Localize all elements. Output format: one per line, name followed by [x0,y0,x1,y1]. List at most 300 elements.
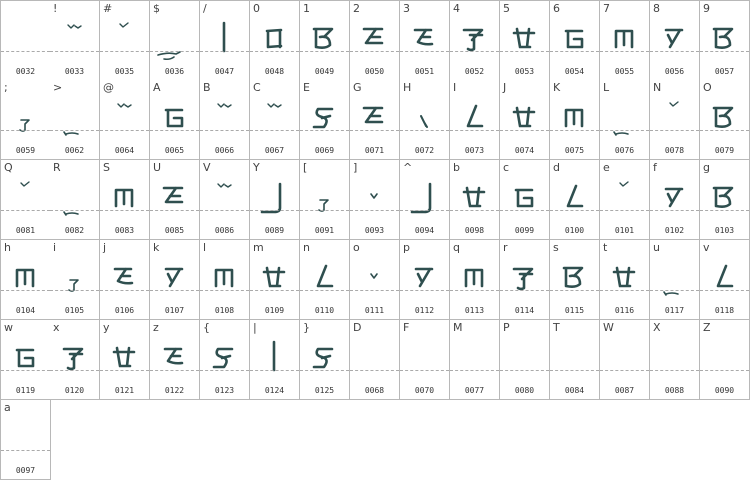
glyph-cell[interactable] [100,0,150,81]
glyph-cell[interactable] [200,320,250,400]
font-glyph-icon [150,254,199,304]
baseline-guide [350,51,399,52]
cell-code-label: 0093 [364,226,385,235]
cell-code-label: 0115 [564,306,585,315]
glyph-cell[interactable] [0,400,51,480]
baseline-guide [250,130,299,131]
cell-character-label: n [303,241,310,254]
baseline-guide [650,290,699,291]
cell-character-label: s [553,241,559,254]
cell-character-label: L [603,81,610,94]
glyph-cell[interactable] [450,240,500,320]
cell-character-label: ] [353,161,358,174]
baseline-guide [350,210,399,211]
baseline-guide [150,51,199,52]
cell-code-label: 0097 [15,466,36,475]
cell-character-label: a [4,401,11,414]
cell-code-label: 0068 [364,386,385,395]
baseline-guide [1,210,50,211]
font-glyph-icon [650,15,699,65]
baseline-guide [200,51,249,52]
cell-code-label: 0055 [614,67,635,76]
cell-code-label: 0074 [514,146,535,155]
baseline-guide [150,210,199,211]
cell-character-label: z [153,321,159,334]
cell-code-label: 0036 [164,67,185,76]
baseline-guide [100,130,149,131]
cell-code-label: 0103 [714,226,735,235]
cell-character-label: p [403,241,410,254]
cell-character-label: [ [303,161,308,174]
glyph-cell[interactable] [300,80,350,160]
cell-character-label: X [653,321,661,334]
baseline-guide [700,51,749,52]
cell-code-label: 0064 [114,146,135,155]
cell-code-label: 0107 [164,306,185,315]
cell-character-label: q [453,241,460,254]
glyph-cell[interactable] [50,80,100,160]
font-glyph-icon [700,15,749,65]
cell-character-label: S [103,161,110,174]
cell-code-label: 0051 [414,67,435,76]
cell-character-label: 0 [253,2,260,15]
glyph-cell[interactable] [50,240,100,320]
glyph-cell[interactable] [500,320,550,400]
glyph-cell[interactable] [650,80,700,160]
glyph-cell[interactable] [700,240,750,320]
cell-code-label: 0087 [614,386,635,395]
cell-character-label: g [703,161,710,174]
glyph-cell[interactable] [550,320,600,400]
glyph-cell[interactable] [250,80,300,160]
glyph-cell[interactable] [200,240,250,320]
baseline-guide [200,370,249,371]
glyph-cell[interactable] [700,0,750,81]
baseline-guide [1,51,50,52]
baseline-guide [350,130,399,131]
baseline-guide [650,210,699,211]
glyph-cell[interactable] [250,0,300,81]
cell-character-label: $ [153,2,160,15]
glyph-cell[interactable] [500,0,550,81]
cell-code-label: 0059 [15,146,36,155]
font-glyph-icon [700,174,749,224]
cell-code-label: 0078 [664,146,685,155]
font-glyph-icon [500,94,549,144]
glyph-cell[interactable] [700,80,750,160]
glyph-cell[interactable] [650,320,700,400]
font-glyph-icon [400,254,449,304]
baseline-guide [250,210,299,211]
glyph-cell[interactable] [200,160,250,240]
baseline-guide [550,130,599,131]
cell-code-label: 0033 [64,67,85,76]
font-glyph-icon [600,254,649,304]
baseline-guide [700,130,749,131]
glyph-cell[interactable] [0,80,51,160]
cell-code-label: 0075 [564,146,585,155]
glyph-cell[interactable] [150,80,200,160]
baseline-guide [150,130,199,131]
glyph-cell[interactable] [550,80,600,160]
glyph-cell[interactable] [550,0,600,81]
baseline-guide [550,51,599,52]
font-glyph-icon [350,94,399,144]
cell-character-label: F [403,321,410,334]
font-glyph-icon [650,254,699,304]
cell-character-label: # [103,2,113,15]
font-glyph-icon [1,414,50,464]
baseline-guide [600,370,649,371]
baseline-guide [550,290,599,291]
cell-code-label: 0123 [214,386,235,395]
cell-code-label: 0062 [64,146,85,155]
glyph-cell[interactable] [500,160,550,240]
baseline-guide [400,370,449,371]
font-glyph-icon [700,254,749,304]
glyph-cell[interactable] [500,240,550,320]
baseline-guide [350,290,399,291]
cell-character-label: Y [253,161,260,174]
baseline-guide [300,290,349,291]
baseline-guide [150,290,199,291]
cell-character-label: i [53,241,57,254]
glyph-cell[interactable] [600,0,650,81]
glyph-cell[interactable] [450,160,500,240]
cell-code-label: 0053 [514,67,535,76]
cell-character-label: ! [53,2,58,15]
glyph-cell[interactable] [250,240,300,320]
baseline-guide [100,51,149,52]
cell-character-label: ^ [403,161,413,174]
cell-character-label: 9 [703,2,710,15]
cell-code-label: 0072 [414,146,435,155]
cell-character-label: o [353,241,360,254]
baseline-guide [200,130,249,131]
glyph-cell[interactable] [350,80,400,160]
cell-character-label: J [503,81,507,94]
cell-code-label: 0088 [664,386,685,395]
cell-character-label: K [553,81,561,94]
glyph-cell[interactable] [50,160,100,240]
glyph-cell[interactable] [300,320,350,400]
font-glyph-icon [1,254,50,304]
baseline-guide [300,51,349,52]
cell-code-label: 0050 [364,67,385,76]
font-glyph-icon [400,174,449,224]
baseline-guide [1,450,50,451]
cell-character-label: 8 [653,2,660,15]
glyph-cell[interactable] [400,80,450,160]
baseline-guide [1,370,50,371]
glyph-cell[interactable] [150,320,200,400]
cell-code-label: 0048 [264,67,285,76]
baseline-guide [500,130,549,131]
font-glyph-icon [300,254,349,304]
glyph-cell[interactable] [0,0,51,81]
cell-character-label: e [603,161,610,174]
cell-character-label: w [4,321,13,334]
cell-code-label: 0070 [414,386,435,395]
baseline-guide [400,290,449,291]
glyph-cell[interactable] [650,0,700,81]
glyph-cell[interactable] [100,160,150,240]
cell-code-label: 0113 [464,306,485,315]
cell-code-label: 0110 [314,306,335,315]
glyph-cell[interactable] [700,320,750,400]
glyph-cell[interactable] [300,240,350,320]
cell-character-label: 7 [603,2,610,15]
cell-character-label: 2 [353,2,360,15]
font-glyph-icon [250,15,299,65]
baseline-guide [1,130,50,131]
cell-code-label: 0057 [714,67,735,76]
glyph-cell[interactable] [350,240,400,320]
font-glyph-icon [400,334,449,384]
font-glyph-icon [650,334,699,384]
baseline-guide [500,290,549,291]
cell-code-label: 0120 [64,386,85,395]
cell-code-label: 0112 [414,306,435,315]
baseline-guide [200,210,249,211]
cell-character-label: t [603,241,608,254]
font-glyph-icon [350,15,399,65]
glyph-cell[interactable] [350,320,400,400]
baseline-guide [500,210,549,211]
cell-character-label: d [553,161,560,174]
cell-code-label: 0124 [264,386,285,395]
baseline-guide [600,51,649,52]
font-glyph-icon [150,174,199,224]
cell-character-label: r [503,241,508,254]
glyph-cell[interactable] [600,240,650,320]
cell-code-label: 0065 [164,146,185,155]
cell-character-label: h [4,241,11,254]
cell-character-label: B [203,81,211,94]
font-glyph-icon [150,15,199,65]
cell-code-label: 0086 [214,226,235,235]
glyph-cell[interactable] [300,0,350,81]
glyph-cell[interactable] [50,320,100,400]
font-glyph-icon [100,334,149,384]
cell-character-label: H [403,81,412,94]
glyph-cell[interactable] [450,80,500,160]
font-glyph-icon [350,174,399,224]
font-glyph-icon [450,174,499,224]
cell-code-label: 0105 [64,306,85,315]
cell-character-label: P [503,321,510,334]
font-glyph-icon [500,334,549,384]
cell-code-label: 0047 [214,67,235,76]
cell-character-label: Z [703,321,711,334]
glyph-cell[interactable] [600,160,650,240]
baseline-guide [400,51,449,52]
cell-code-label: 0083 [114,226,135,235]
font-glyph-icon [350,334,399,384]
cell-code-label: 0119 [15,386,36,395]
cell-character-label: / [203,2,207,15]
glyph-cell[interactable] [550,160,600,240]
glyph-cell[interactable] [700,160,750,240]
baseline-guide [600,290,649,291]
font-glyph-icon [250,174,299,224]
cell-character-label: f [653,161,657,174]
glyph-cell[interactable] [350,160,400,240]
cell-character-label: 4 [453,2,460,15]
font-glyph-icon [150,94,199,144]
glyph-cell[interactable] [0,320,51,400]
glyph-cell[interactable] [150,160,200,240]
baseline-guide [650,130,699,131]
glyph-cell[interactable] [600,80,650,160]
glyph-cell[interactable] [400,0,450,81]
cell-character-label: y [103,321,110,334]
baseline-guide [600,210,649,211]
cell-character-label: @ [103,81,114,94]
baseline-guide [100,290,149,291]
cell-character-label: O [703,81,712,94]
font-glyph-icon [50,94,99,144]
font-glyph-icon [600,94,649,144]
font-glyph-icon [50,334,99,384]
baseline-guide [350,370,399,371]
baseline-guide [450,210,499,211]
font-glyph-icon [1,334,50,384]
cell-code-label: 0079 [714,146,735,155]
glyph-cell[interactable] [200,80,250,160]
baseline-guide [1,290,50,291]
cell-code-label: 0099 [514,226,535,235]
cell-code-label: 0077 [464,386,485,395]
glyph-cell[interactable] [150,0,200,81]
baseline-guide [50,130,99,131]
font-glyph-icon [550,254,599,304]
cell-character-label: T [553,321,560,334]
baseline-guide [450,130,499,131]
cell-code-label: 0066 [214,146,235,155]
glyph-cell[interactable] [200,0,250,81]
cell-character-label: A [153,81,161,94]
glyph-cell[interactable] [500,80,550,160]
font-glyph-icon [200,94,249,144]
glyph-cell[interactable] [50,0,100,81]
font-glyph-icon [700,334,749,384]
cell-code-label: 0116 [614,306,635,315]
cell-code-label: 0049 [314,67,335,76]
baseline-guide [50,370,99,371]
cell-code-label: 0082 [64,226,85,235]
cell-character-label: C [253,81,261,94]
cell-character-label: m [253,241,264,254]
cell-character-label: k [153,241,160,254]
font-glyph-icon [250,254,299,304]
font-glyph-icon [450,254,499,304]
cell-code-label: 0101 [614,226,635,235]
cell-character-label: 1 [303,2,310,15]
baseline-guide [100,210,149,211]
glyph-cell[interactable] [550,240,600,320]
glyph-cell[interactable] [100,80,150,160]
cell-code-label: 0125 [314,386,335,395]
font-glyph-icon [450,334,499,384]
baseline-guide [250,51,299,52]
font-glyph-icon [50,254,99,304]
baseline-guide [50,290,99,291]
glyph-cell[interactable] [0,160,51,240]
font-glyph-icon [200,174,249,224]
font-glyph-icon [1,94,50,144]
cell-code-label: 0076 [614,146,635,155]
baseline-guide [550,210,599,211]
cell-code-label: 0080 [514,386,535,395]
glyph-cell[interactable] [400,240,450,320]
cell-character-label: } [303,321,310,334]
glyph-cell[interactable] [450,320,500,400]
cell-code-label: 0098 [464,226,485,235]
font-glyph-icon [300,15,349,65]
cell-character-label: G [353,81,362,94]
cell-character-label: 3 [403,2,410,15]
glyph-cell[interactable] [400,320,450,400]
font-glyph-icon [600,15,649,65]
font-glyph-icon [550,15,599,65]
glyph-cell[interactable] [400,160,450,240]
font-glyph-icon [300,94,349,144]
glyph-cell[interactable] [450,0,500,81]
glyph-cell[interactable] [150,240,200,320]
cell-character-label: U [153,161,162,174]
cell-code-label: 0102 [664,226,685,235]
cell-code-label: 0100 [564,226,585,235]
glyph-cell[interactable] [0,240,51,320]
cell-code-label: 0117 [664,306,685,315]
cell-character-label: l [203,241,207,254]
font-glyph-icon [1,174,50,224]
cell-code-label: 0104 [15,306,36,315]
font-glyph-icon [500,174,549,224]
baseline-guide [300,210,349,211]
glyph-cell[interactable] [100,240,150,320]
baseline-guide [700,370,749,371]
glyph-cell[interactable] [300,160,350,240]
baseline-guide [550,370,599,371]
baseline-guide [450,51,499,52]
font-glyph-icon [350,254,399,304]
cell-code-label: 0091 [314,226,335,235]
glyph-cell[interactable] [350,0,400,81]
cell-code-label: 0109 [264,306,285,315]
cell-character-label: b [453,161,460,174]
font-glyph-icon [550,174,599,224]
cell-character-label: | [253,321,257,334]
cell-character-label: R [53,161,61,174]
glyph-cell[interactable] [250,160,300,240]
glyph-cell[interactable] [650,240,700,320]
cell-character-label: > [53,81,63,94]
font-glyph-icon [100,174,149,224]
glyph-cell[interactable] [250,320,300,400]
glyph-cell[interactable] [100,320,150,400]
font-glyph-icon [450,94,499,144]
font-glyph-icon [650,174,699,224]
glyph-cell[interactable] [600,320,650,400]
glyph-cell[interactable] [650,160,700,240]
baseline-guide [450,290,499,291]
cell-code-label: 0032 [15,67,36,76]
font-glyph-icon [50,174,99,224]
baseline-guide [250,370,299,371]
cell-character-label: 5 [503,2,510,15]
